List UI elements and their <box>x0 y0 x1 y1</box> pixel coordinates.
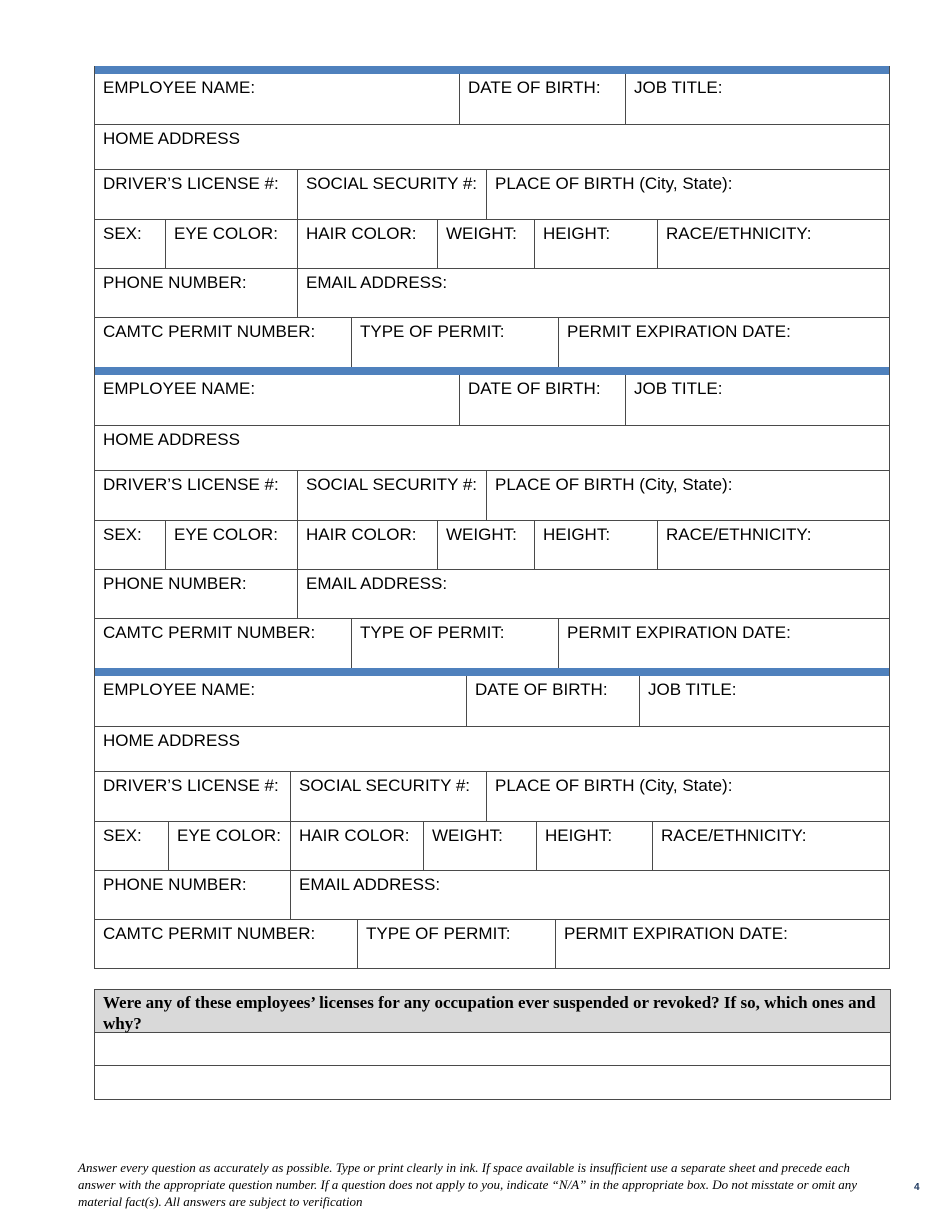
permit-expiration-field[interactable] <box>558 318 889 367</box>
drivers-license-field[interactable] <box>95 170 297 219</box>
permit-expiration-label: PERMIT EXPIRATION DATE: <box>567 623 791 642</box>
permit-expiration-field[interactable] <box>555 920 889 968</box>
drivers-license-field[interactable] <box>95 772 290 821</box>
place-of-birth-field[interactable] <box>486 471 889 520</box>
weight-field[interactable] <box>437 220 534 268</box>
social-security-label: SOCIAL SECURITY #: <box>306 174 477 193</box>
date-of-birth-field[interactable] <box>466 676 639 726</box>
hair-color-field[interactable] <box>297 521 437 569</box>
home-address-label: HOME ADDRESS <box>103 430 240 449</box>
place-of-birth-field[interactable] <box>486 170 889 219</box>
phone-number-field[interactable] <box>95 570 297 618</box>
place-of-birth-field[interactable] <box>486 772 889 821</box>
drivers-license-label: DRIVER’S LICENSE #: <box>103 776 279 795</box>
height-label: HEIGHT: <box>543 224 611 243</box>
address-row <box>95 125 889 170</box>
employee-name-label: EMPLOYEE NAME: <box>103 680 256 699</box>
permit-row <box>95 920 889 969</box>
job-title-label: JOB TITLE: <box>634 379 723 398</box>
height-field[interactable] <box>536 822 652 870</box>
permit-row <box>95 619 889 668</box>
contact-row <box>95 269 889 318</box>
drivers-license-label: DRIVER’S LICENSE #: <box>103 174 279 193</box>
permit-expiration-label: PERMIT EXPIRATION DATE: <box>567 322 791 341</box>
employee-name-field[interactable] <box>95 74 459 124</box>
email-address-field[interactable] <box>290 871 889 919</box>
camtc-permit-number-label: CAMTC PERMIT NUMBER: <box>103 322 316 341</box>
date-of-birth-field[interactable] <box>459 74 625 124</box>
sex-field[interactable] <box>95 521 165 569</box>
job-title-field[interactable] <box>625 74 889 124</box>
social-security-field[interactable] <box>297 471 486 520</box>
camtc-permit-number-field[interactable] <box>95 920 357 968</box>
email-address-field[interactable] <box>297 570 889 618</box>
eye-color-label: EYE COLOR: <box>174 525 278 544</box>
permit-row <box>95 318 889 367</box>
block-header-bar <box>95 66 889 74</box>
phone-number-field[interactable] <box>95 269 297 317</box>
hair-color-field[interactable] <box>290 822 423 870</box>
date-of-birth-label: DATE OF BIRTH: <box>468 379 601 398</box>
physical-row <box>95 521 889 570</box>
height-label: HEIGHT: <box>545 826 613 845</box>
employee-name-field[interactable] <box>95 375 459 425</box>
weight-label: WEIGHT: <box>446 224 517 243</box>
race-ethnicity-label: RACE/ETHNICITY: <box>666 525 812 544</box>
camtc-permit-number-field[interactable] <box>95 318 351 367</box>
weight-field[interactable] <box>437 521 534 569</box>
place-of-birth-label: PLACE OF BIRTH (City, State): <box>495 475 733 494</box>
employee-block-1 <box>94 66 890 367</box>
home-address-label: HOME ADDRESS <box>103 731 240 750</box>
contact-row <box>95 570 889 619</box>
height-field[interactable] <box>534 220 657 268</box>
name-row <box>95 74 889 125</box>
physical-row <box>95 822 889 871</box>
phone-number-label: PHONE NUMBER: <box>103 574 247 593</box>
date-of-birth-field[interactable] <box>459 375 625 425</box>
date-of-birth-label: DATE OF BIRTH: <box>468 78 601 97</box>
email-address-label: EMAIL ADDRESS: <box>299 875 441 894</box>
hair-color-label: HAIR COLOR: <box>306 224 417 243</box>
social-security-label: SOCIAL SECURITY #: <box>299 776 470 795</box>
job-title-field[interactable] <box>639 676 889 726</box>
sex-label: SEX: <box>103 525 142 544</box>
sex-label: SEX: <box>103 826 142 845</box>
permit-expiration-label: PERMIT EXPIRATION DATE: <box>564 924 788 943</box>
id-row <box>95 170 889 220</box>
eye-color-label: EYE COLOR: <box>174 224 278 243</box>
weight-field[interactable] <box>423 822 536 870</box>
type-of-permit-label: TYPE OF PERMIT: <box>360 322 505 341</box>
block-header-bar <box>95 367 889 375</box>
sex-label: SEX: <box>103 224 142 243</box>
question-heading: Were any of these employees’ licenses for any occupation ever suspended or revoked? If so, which ones and why? <box>95 990 890 1033</box>
drivers-license-label: DRIVER’S LICENSE #: <box>103 475 279 494</box>
type-of-permit-label: TYPE OF PERMIT: <box>366 924 511 943</box>
job-title-label: JOB TITLE: <box>634 78 723 97</box>
name-row <box>95 676 889 727</box>
drivers-license-field[interactable] <box>95 471 297 520</box>
sex-field[interactable] <box>95 220 165 268</box>
phone-number-label: PHONE NUMBER: <box>103 273 247 292</box>
camtc-permit-number-label: CAMTC PERMIT NUMBER: <box>103 623 316 642</box>
camtc-permit-number-field[interactable] <box>95 619 351 668</box>
camtc-permit-number-label: CAMTC PERMIT NUMBER: <box>103 924 316 943</box>
email-address-label: EMAIL ADDRESS: <box>306 574 448 593</box>
type-of-permit-field[interactable] <box>351 619 558 668</box>
email-address-field[interactable] <box>297 269 889 317</box>
license-suspension-question <box>94 989 891 1100</box>
home-address-field[interactable] <box>95 426 889 470</box>
weight-label: WEIGHT: <box>432 826 503 845</box>
place-of-birth-label: PLACE OF BIRTH (City, State): <box>495 174 733 193</box>
race-ethnicity-label: RACE/ETHNICITY: <box>661 826 807 845</box>
home-address-field[interactable] <box>95 125 889 169</box>
page-number: 4 <box>914 1182 920 1193</box>
type-of-permit-label: TYPE OF PERMIT: <box>360 623 505 642</box>
name-row <box>95 375 889 426</box>
id-row <box>95 471 889 521</box>
job-title-field[interactable] <box>625 375 889 425</box>
hair-color-field[interactable] <box>297 220 437 268</box>
phone-number-label: PHONE NUMBER: <box>103 875 247 894</box>
weight-label: WEIGHT: <box>446 525 517 544</box>
hair-color-label: HAIR COLOR: <box>299 826 410 845</box>
social-security-label: SOCIAL SECURITY #: <box>306 475 477 494</box>
eye-color-field[interactable] <box>168 822 290 870</box>
type-of-permit-field[interactable] <box>357 920 555 968</box>
social-security-field[interactable] <box>290 772 486 821</box>
place-of-birth-label: PLACE OF BIRTH (City, State): <box>495 776 733 795</box>
sex-field[interactable] <box>95 822 168 870</box>
height-label: HEIGHT: <box>543 525 611 544</box>
height-field[interactable] <box>534 521 657 569</box>
home-address-label: HOME ADDRESS <box>103 129 240 148</box>
race-ethnicity-label: RACE/ETHNICITY: <box>666 224 812 243</box>
contact-row <box>95 871 889 920</box>
employee-block-3 <box>94 668 890 969</box>
home-address-field[interactable] <box>95 727 889 771</box>
race-ethnicity-field[interactable] <box>657 220 889 268</box>
phone-number-field[interactable] <box>95 871 290 919</box>
job-title-label: JOB TITLE: <box>648 680 737 699</box>
employee-name-label: EMPLOYEE NAME: <box>103 78 256 97</box>
date-of-birth-label: DATE OF BIRTH: <box>475 680 608 699</box>
eye-color-field[interactable] <box>165 521 297 569</box>
permit-expiration-field[interactable] <box>558 619 889 668</box>
type-of-permit-field[interactable] <box>351 318 558 367</box>
answer-line-2[interactable] <box>95 1066 890 1099</box>
employee-block-2 <box>94 367 890 668</box>
race-ethnicity-field[interactable] <box>652 822 889 870</box>
answer-line-1[interactable] <box>95 1033 890 1066</box>
address-row <box>95 727 889 772</box>
employee-name-field[interactable] <box>95 676 466 726</box>
footer-instructions: Answer every question as accurately as possible. Type or print clearly in ink. If space available is insufficient use a separate sheet and precede each answer with the appropriate question number. If a question does not apply to you, indicate “N/A” in the appropriate box. Do not misstate or omit any material fact(s). All answers are subject to verification <box>78 1160 857 1209</box>
address-row <box>95 426 889 471</box>
eye-color-label: EYE COLOR: <box>177 826 281 845</box>
employee-name-label: EMPLOYEE NAME: <box>103 379 256 398</box>
id-row <box>95 772 889 822</box>
physical-row <box>95 220 889 269</box>
block-header-bar <box>95 668 889 676</box>
eye-color-field[interactable] <box>165 220 297 268</box>
social-security-field[interactable] <box>297 170 486 219</box>
email-address-label: EMAIL ADDRESS: <box>306 273 448 292</box>
hair-color-label: HAIR COLOR: <box>306 525 417 544</box>
race-ethnicity-field[interactable] <box>657 521 889 569</box>
